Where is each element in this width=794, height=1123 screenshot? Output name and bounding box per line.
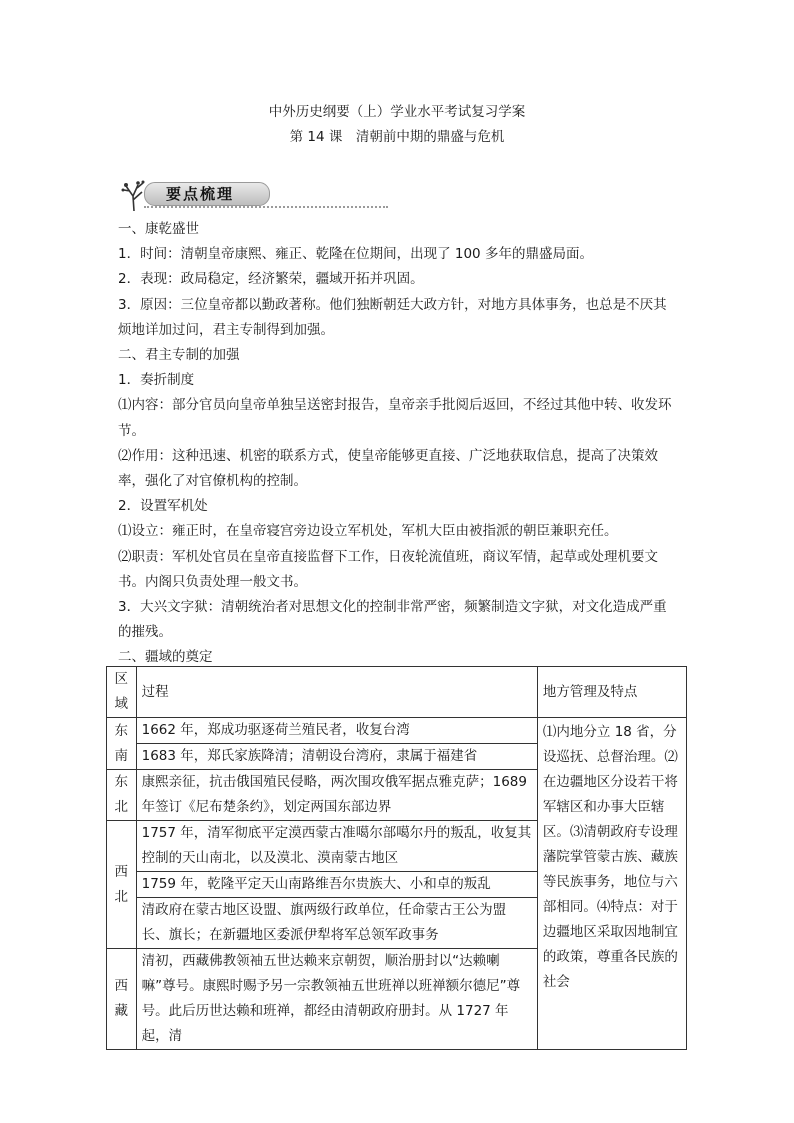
section-heading: 二、疆域的奠定 <box>118 649 213 666</box>
section-heading: 一、康乾盛世 <box>118 221 199 237</box>
paragraph: ⑵作用：这种迅速、机密的联系方式，使皇帝能够更直接、广泛地获取信息，提高了决策效率，强化了对官僚机构的控制。 <box>118 447 658 490</box>
paragraph: 1．时间：清朝皇帝康熙、雍正、乾隆在位期间，出现了 100 多年的鼎盛局面。 <box>118 246 593 263</box>
paragraph: 3．大兴文字狱：清朝统治者对思想文化的控制非常严密，频繁制造文字狱，对文化造成严重的摧残。 <box>118 599 667 641</box>
process-cell: 清政府在蒙古地区设盟、旗两级行政单位，任命蒙古王公为盟长、旗长；在新疆地区委派伊犁将军总领军政事务 <box>136 898 537 949</box>
process-cell: 康熙亲征，抗击俄国殖民侵略，两次围攻俄军据点雅克萨；1689 年签订《尼布楚条约》，划定两国东部边界 <box>136 770 537 821</box>
paragraph: ⑴设立：雍正时，在皇帝寝宫旁边设立军机处，军机大臣由被指派的朝臣兼职充任。 <box>118 523 618 540</box>
paragraph: ⑴内容：部分官员向皇帝单独呈送密封报告，皇帝亲手批阅后返回，不经过其他中转、收发环节。 <box>118 397 672 439</box>
table-header-row <box>107 667 687 718</box>
region-cell: 东南 <box>107 718 137 770</box>
region-cell: 西北 <box>107 821 137 949</box>
table-row <box>107 718 687 744</box>
process-cell: 1683 年，郑氏家族降清；清朝设台湾府，隶属于福建省 <box>136 744 537 770</box>
territory-table <box>106 666 687 1050</box>
sub-heading: 2．设置军机处 <box>118 498 208 515</box>
region-cell: 西藏 <box>107 949 137 1050</box>
process-cell: 1759 年，乾隆平定天山南路维吾尔贵族大、小和卓的叛乱 <box>136 872 537 898</box>
header-region: 区域 <box>107 667 137 718</box>
lesson-title: 第 14 课 清朝前中期的鼎盛与危机 <box>289 129 505 145</box>
sub-heading: 1．奏折制度 <box>118 372 195 389</box>
section-kangqian <box>118 217 680 671</box>
process-cell: 清初，西藏佛教领袖五世达赖来京朝贺，顺治册封以“达赖喇嘛”尊号。康熙时赐予另一宗教领袖五世班禅以班禅额尔德尼”尊号。此后历世达赖和班禅，都经由清朝政府册封。从 1727 年起，清 <box>136 949 537 1050</box>
region-cell: 东北 <box>107 770 137 821</box>
header-management: 地方管理及特点 <box>537 667 686 718</box>
banner-divider <box>144 206 388 208</box>
process-cell: 1662 年，郑成功驱逐荷兰殖民者，收复台湾 <box>136 718 537 744</box>
section-heading: 二、君主专制的加强 <box>118 347 240 364</box>
document-title: 中外历史纲要（上）学业水平考试复习学案 <box>268 104 526 120</box>
section-banner <box>118 178 270 212</box>
banner-label: 要点梳理 <box>166 185 235 203</box>
header-process: 过程 <box>136 667 537 718</box>
paragraph: 3．原因：三位皇帝都以勤政著称。他们独断朝廷大政方针，对地方具体事务，也总是不厌其烦地详加过问，君主专制得到加强。 <box>118 296 667 338</box>
paragraph: ⑵职责：军机处官员在皇帝直接监督下工作，日夜轮流值班，商议军情，起草或处理机要文书。内阁只负责处理一般文书。 <box>118 548 658 590</box>
process-cell: 1757 年，清军彻底平定漠西蒙古准噶尔部噶尔丹的叛乱，收复其控制的天山南北，以及漠北、漠南蒙古地区 <box>136 821 537 872</box>
management-cell: ⑴内地分立 18 省，分设巡抚、总督治理。⑵在边疆地区分设若干将军辖区和办事大臣辖区。⑶清朝政府专设理藩院掌管蒙古族、藏族等民族事务，地位与六部相同。⑷特点：对于边疆地区采取因地制宜的政策，尊重各民族的社会 <box>537 718 686 1050</box>
paragraph: 2．表现：政局稳定，经济繁荣，疆域开拓并巩固。 <box>118 271 424 288</box>
